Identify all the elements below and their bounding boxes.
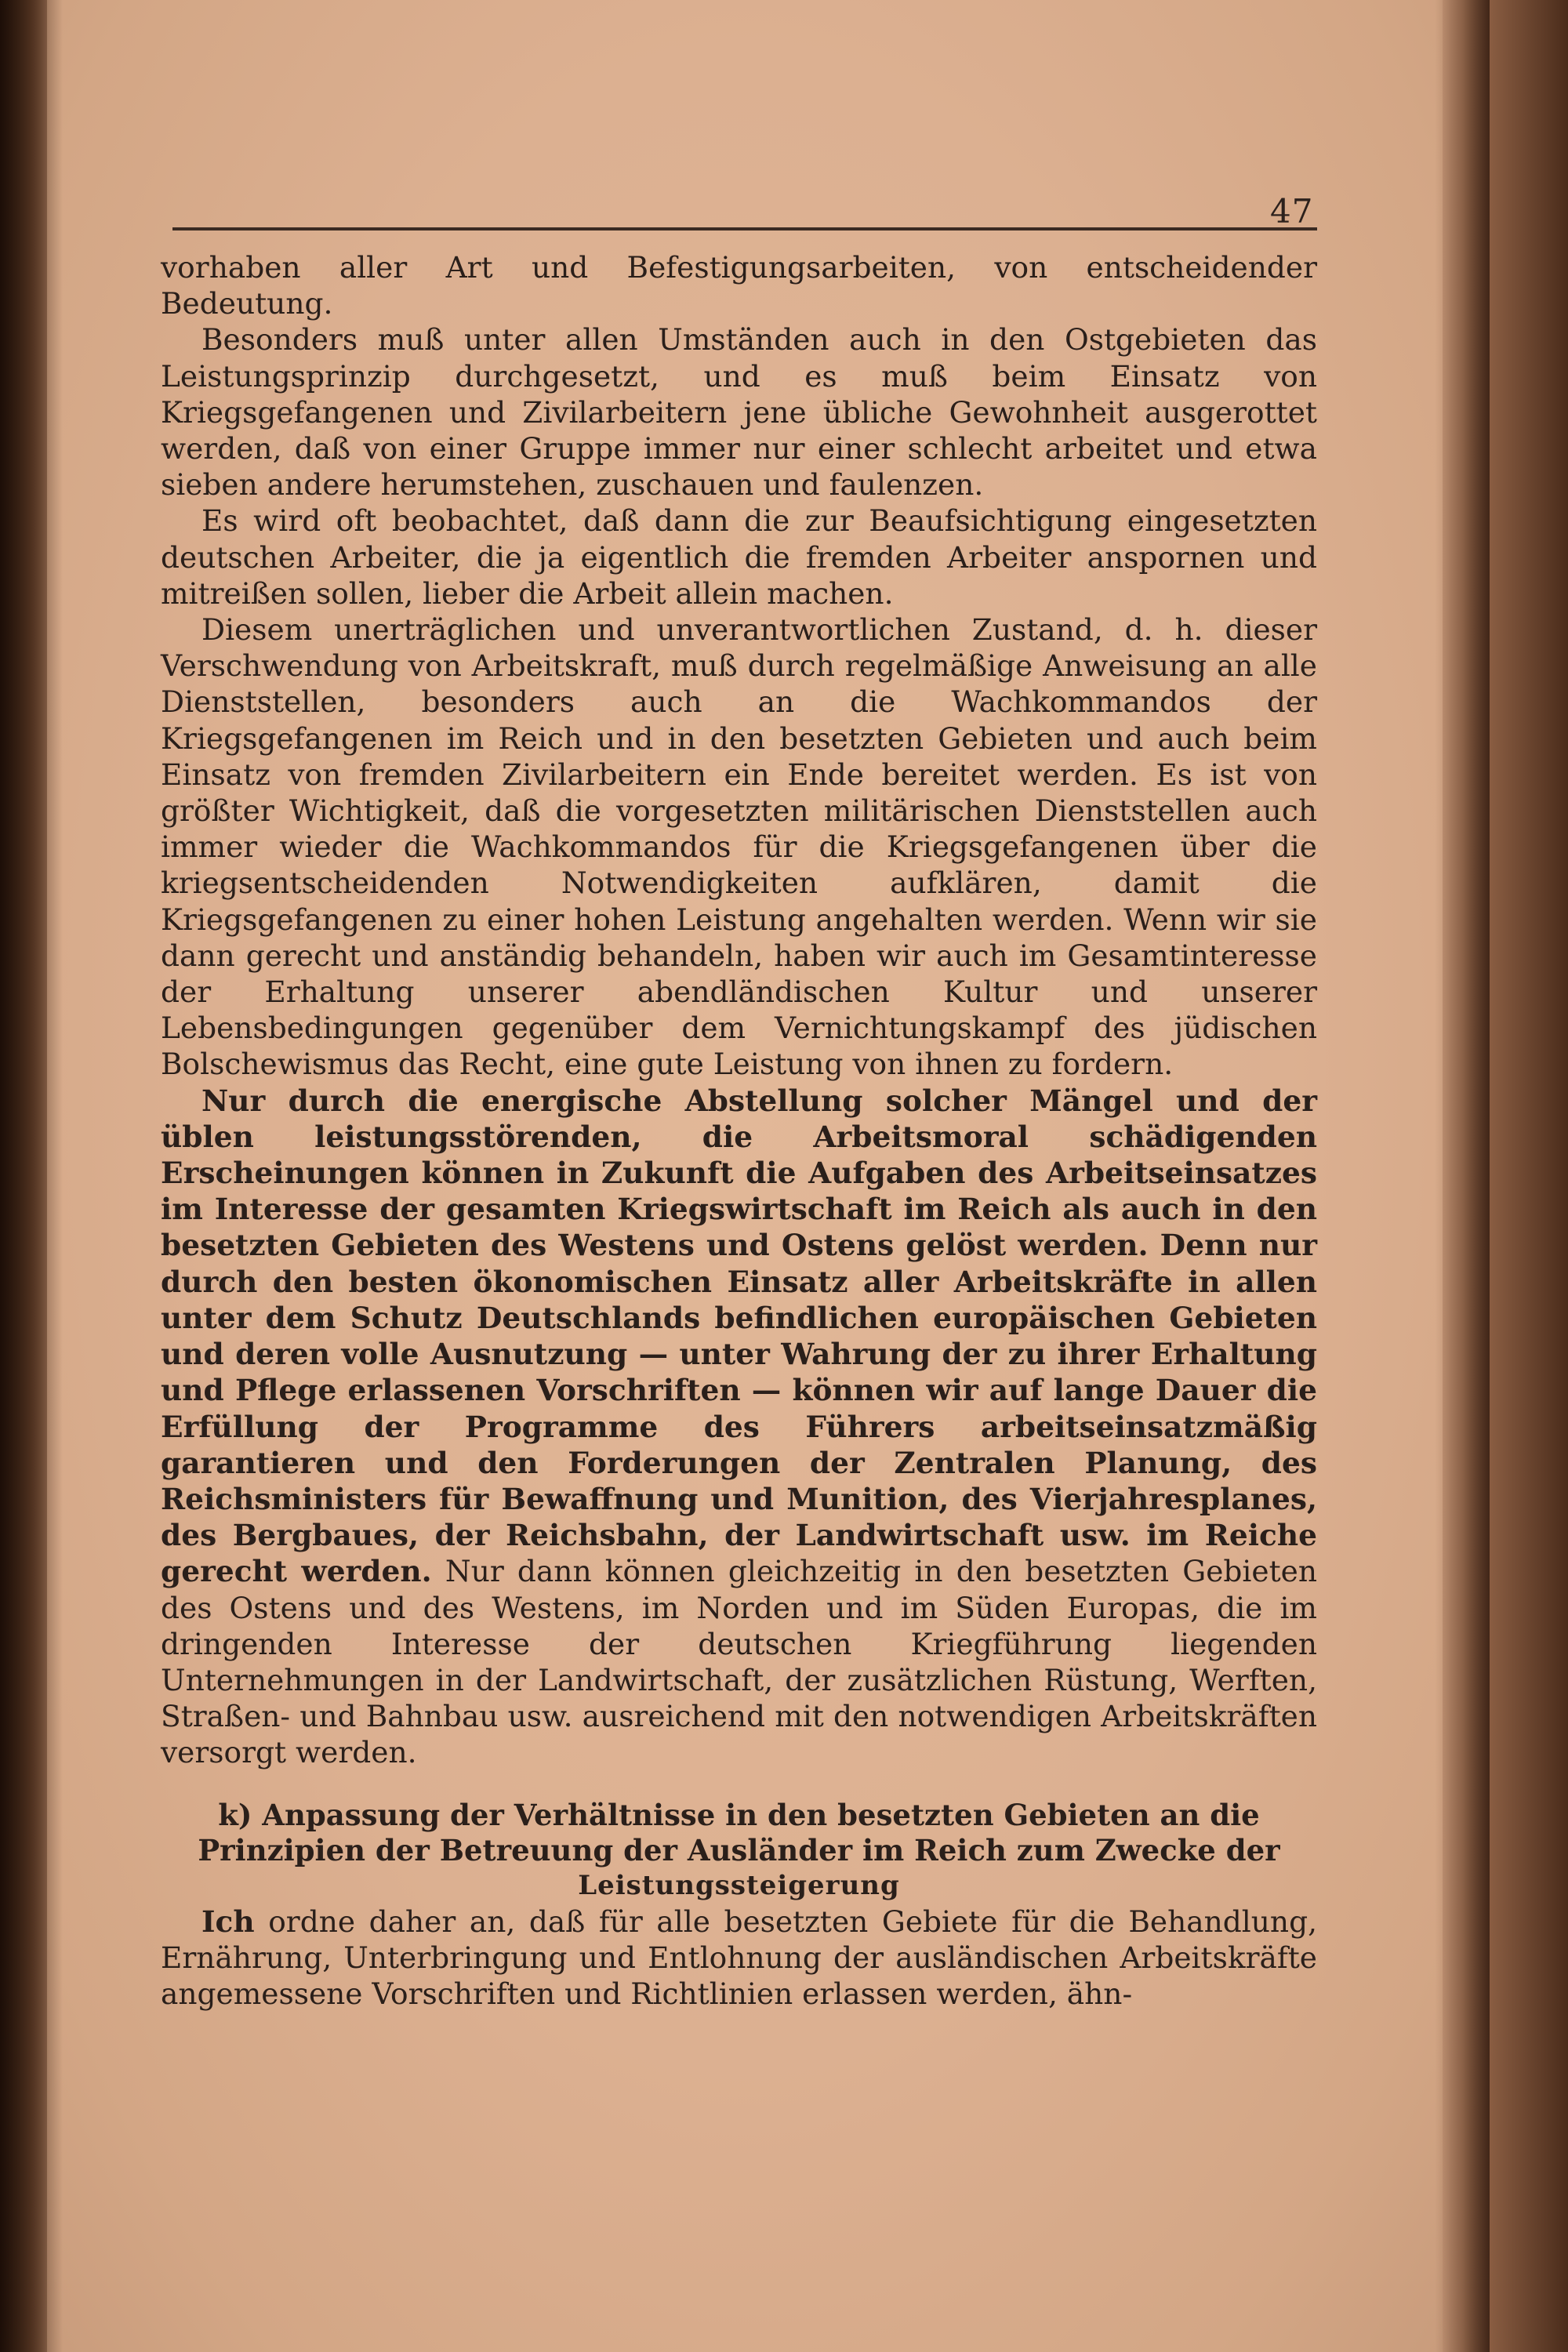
paragraph-anordnung <box>161 1904 1317 2013</box>
paragraph-beaufsichtigung: Es wird oft beobachtet, daß dann die zur Beaufsichtigung eingesetzten deutschen Arbeiter, die ja eigentlich die fremden Arbeiter anspornen und mitreißen sollen, lieber die Arbeit allein machen. <box>161 503 1317 611</box>
section-heading-text: k) Anpassung der Verhältnisse in den besetzten Gebieten an die Prinzipien der Betreuung der Ausländer im Reich zum Zwecke der <box>198 1797 1280 1867</box>
paragraph-abstellung <box>161 1083 1317 1771</box>
paragraph-continued: vorhaben aller Art und Befestigungsarbeiten, von entscheidender Bedeutung. <box>161 250 1317 321</box>
regular-passage: Nur dann können gleichzeitig in den besetzten Gebieten des Ostens und des Westens, im Norden und im Süden Europas, die im dringenden Interesse der deutschen Kriegführung liegenden Unternehmungen in der Landwirtschaft, der zusätzlichen Rüstung, Werften, Straßen- und Bahnbau usw. ausreichend mit den notwendigen Arbeitskräften versorgt werden. <box>161 1554 1317 1770</box>
paragraph-leistungsprinzip: Besonders muß unter allen Umständen auch in den Ostgebieten das Leistungsprinzip durchgesetzt, und es muß beim Einsatz von Kriegsgefangenen und Zivilarbeitern jene übliche Gewohnheit ausgerottet werden, daß von einer Gruppe immer nur einer schlecht arbeitet und etwa sieben andere herumstehen, zuschauen und faulenzen. <box>161 322 1317 503</box>
anordnung-text: ordne daher an, daß für alle besetzten Gebiete für die Behandlung, Ernährung, Unterbringung und Entlohnung der ausländischen Arbeitskräfte angemessene Vorschriften und Richtlinien erlassen werden, ähn- <box>161 1904 1317 2011</box>
body-text <box>161 249 1317 2012</box>
paragraph-verschwendung: Diesem unerträglichen und unverantwortlichen Zustand, d. h. dieser Verschwendung von Arbeitskraft, muß durch regelmäßige Anweisung an alle Dienststellen, besonders auch an die Wachkommandos der Kriegsgefangenen im Reich und in den besetzten Gebieten und auch beim Einsatz von fremden Zivilarbeitern ein Ende bereitet werden. Es ist von größter Wichtigkeit, daß die vorgesetzten militärischen Dienststellen auch immer wieder die Wachkommandos für die Kriegsgefangenen über die kriegsentscheidenden Notwendigkeiten aufklären, damit die Kriegsgefangenen zu einer hohen Leistung angehalten werden. Wenn wir sie dann gerecht und anständig behandeln, haben wir auch im Gesamtinteresse der Erhaltung unserer abendländischen Kultur und unserer Lebensbedingungen gegenüber dem Vernichtungskampf des jüdischen Bolschewismus das Recht, eine gute Leistung von ihnen zu fordern. <box>161 612 1317 1082</box>
page-edge-shadow <box>1435 0 1490 2352</box>
lead-word: Ich <box>201 1904 255 1939</box>
section-heading-k <box>161 1798 1317 1904</box>
binding-shadow <box>0 0 63 2352</box>
header-rule <box>172 227 1317 230</box>
section-subheading: Leistungssteigerung <box>578 1869 900 1901</box>
page-number: 47 <box>1270 192 1314 230</box>
bold-passage: Nur durch die energische Abstellung solcher Mängel und der üblen leistungsstörenden, die Arbeitsmoral schädigenden Erscheinungen können in Zukunft die Aufgaben des Arbeitseinsatzes im Interesse der gesamten Kriegswirtschaft im Reich als auch in den besetzten Gebieten des Westens und Ostens gelöst werden. Denn nur durch den besten ökonomischen Einsatz aller Arbeitskräfte in allen unter dem Schutz Deutschlands befindlichen europäischen Gebieten und deren volle Ausnutzung — unter Wahrung der zu ihrer Erhaltung und Pflege erlassenen Vorschriften — können wir auf lange Dauer die Erfüllung der Programme des Führers arbeitseinsatzmäßig garantieren und den Forderungen der Zentralen Planung, des Reichsministers für Bewaffnung und Munition, des Vierjahresplanes, des Bergbaues, der Reichsbahn, der Landwirtschaft usw. im Reiche gerecht werden. <box>161 1083 1317 1589</box>
